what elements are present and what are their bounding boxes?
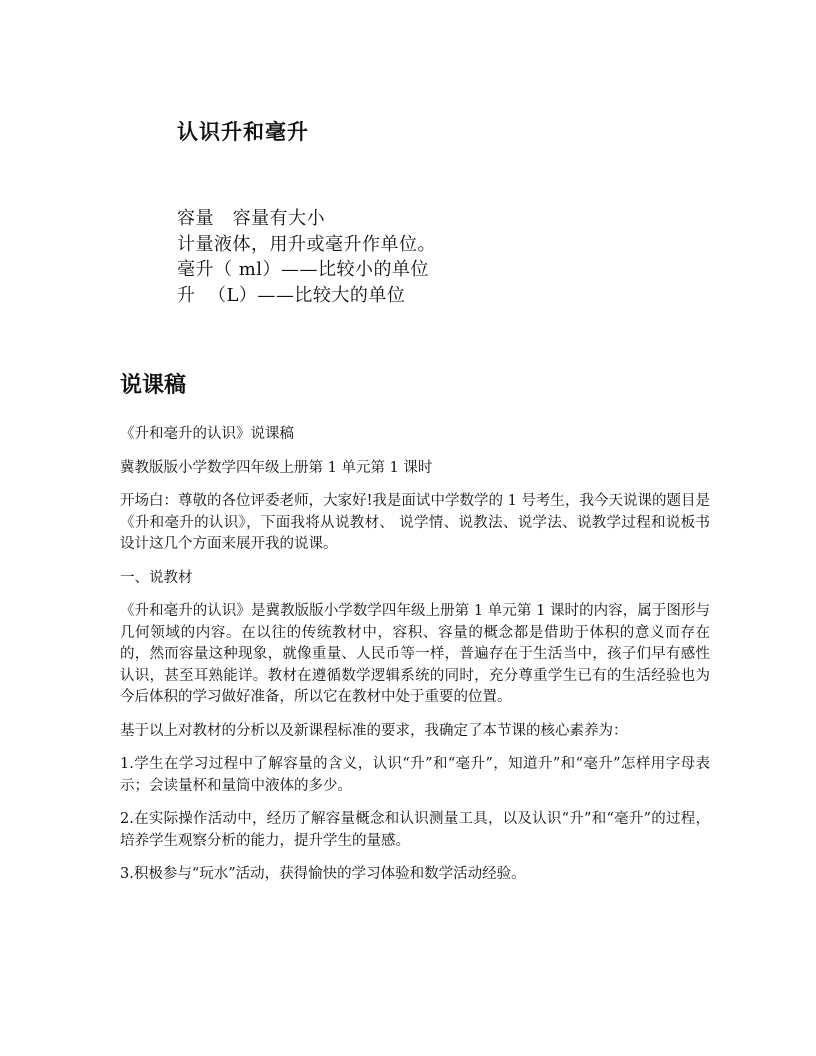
board-title: 认识升和毫升 <box>177 119 309 144</box>
body-text <box>120 424 710 898</box>
board-line: 计量液体，用升或毫升作单位。 <box>177 233 436 255</box>
board-line: 毫升（ ml）——比较小的单位 <box>177 259 430 280</box>
goal-item-2: 2.在实际操作活动中，经历了解容量概念和认识测量工具，以及认识“升”和“毫升”的过程，培养学生观察分析的能力，提升学生的量感。 <box>120 811 710 849</box>
opening-paragraph: 开场白：尊敬的各位评委老师，大家好!我是面试中学数学的 1 号考生，我今天说课的题目是《升和毫升的认识》，下面我将从说教材、 说学情、说教法、说学法、说教学过程和说板书设计这几个方面来展开我的说课。 <box>120 493 710 552</box>
core-literacy-intro: 基于以上对教材的分析以及新课程标准的要求，我确定了本节课的核心素养为： <box>120 722 628 739</box>
board-line: 升 （L）——比较大的单位 <box>177 284 406 306</box>
goal-item-3: 3.积极参与“玩水”活动，获得愉快的学习体验和数学活动经验。 <box>120 866 526 882</box>
section-title-textbook: 一、说教材 <box>120 569 193 586</box>
lecture-title: 《升和毫升的认识》说课稿 <box>120 426 294 442</box>
goal-item-1: 1.学生在学习过程中了解容量的含义，认识“升”和“毫升”，知道升”和“毫升”怎样用字母表示；会读量杯和量筒中液体的多少。 <box>120 756 710 794</box>
board-line: 容量 容量有大小 <box>177 208 326 229</box>
section-heading: 说课稿 <box>120 373 187 398</box>
lecture-course-info: 冀教版版小学数学四年级上册第 1 单元第 1 课时 <box>120 459 433 476</box>
board-content <box>177 206 436 308</box>
textbook-paragraph: 《升和毫升的认识》是冀教版版小学数学四年级上册第 1 单元第 1 课时的内容，属于图形与几何领域的内容。在以往的传统教材中，容积、容量的概念都是借助于体积的意义而存在的，然而容量这种现象，就像重量、人民币等一样，普遍存在于生活当中，孩子们早有感性认识，甚至耳熟能详。教材在遵循数学逻辑系统的同时，充分尊重学生已有的生活经验也为今后体积的学习做好准备，所以它在教材中处于重要的位置。 <box>120 603 710 705</box>
